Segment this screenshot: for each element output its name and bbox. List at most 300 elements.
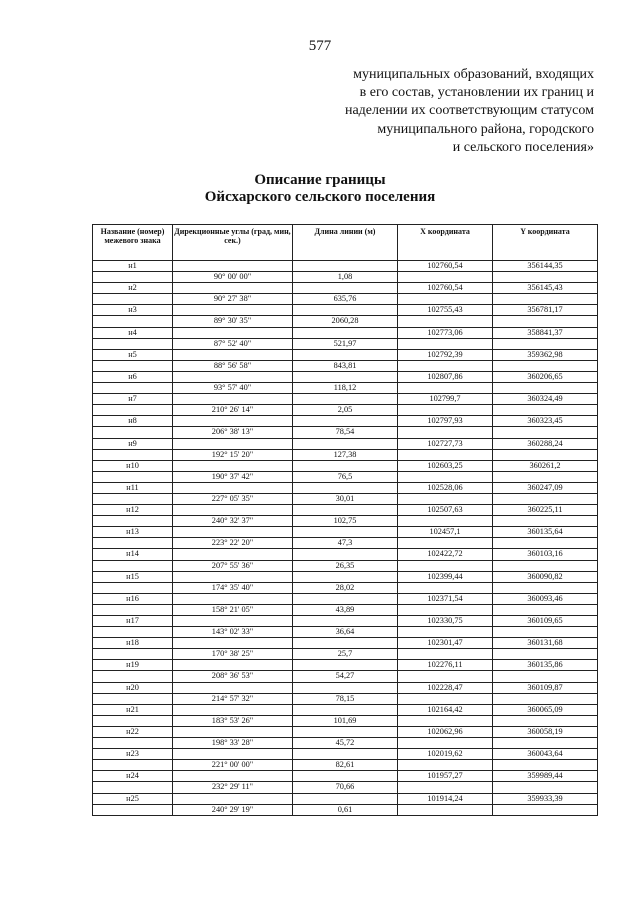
point-name-cell: н2 [93, 283, 173, 294]
table-row [93, 704, 598, 715]
empty-cell [93, 383, 173, 394]
empty-cell [293, 416, 398, 427]
table-row [93, 493, 598, 504]
y-coordinate-cell: 360090,82 [493, 571, 598, 582]
empty-cell [293, 371, 398, 382]
table-row [93, 582, 598, 593]
table-row [93, 371, 598, 382]
empty-cell [398, 560, 493, 571]
line-length-cell: 0,61 [293, 804, 398, 815]
y-coordinate-cell: 359362,98 [493, 349, 598, 360]
line-length-cell: 70,66 [293, 782, 398, 793]
table-row [93, 593, 598, 604]
empty-cell [493, 715, 598, 726]
empty-cell [93, 715, 173, 726]
empty-cell [293, 460, 398, 471]
table-row [93, 715, 598, 726]
line-length-cell: 1,08 [293, 272, 398, 283]
y-coordinate-cell: 360093,46 [493, 593, 598, 604]
line-length-cell: 2,05 [293, 405, 398, 416]
empty-cell [493, 338, 598, 349]
x-coordinate-cell: 102799,7 [398, 394, 493, 405]
empty-cell [293, 283, 398, 294]
table-row [93, 738, 598, 749]
direction-angle-cell: 170° 38' 25" [173, 649, 293, 660]
direction-angle-cell: 206° 38' 13" [173, 427, 293, 438]
empty-cell [493, 804, 598, 815]
document-title [0, 172, 640, 206]
direction-angle-cell: 227° 05' 35" [173, 493, 293, 504]
y-coordinate-cell: 360131,68 [493, 638, 598, 649]
y-coordinate-cell: 360324,49 [493, 394, 598, 405]
table-row [93, 749, 598, 760]
x-coordinate-cell: 102755,43 [398, 305, 493, 316]
table-row [93, 549, 598, 560]
table-row [93, 726, 598, 737]
table-row [93, 394, 598, 405]
empty-cell [493, 782, 598, 793]
x-coordinate-cell: 102457,1 [398, 527, 493, 538]
empty-cell [398, 516, 493, 527]
table-row [93, 305, 598, 316]
empty-cell [493, 693, 598, 704]
empty-cell [93, 294, 173, 305]
empty-cell [293, 616, 398, 627]
line-length-cell: 36,64 [293, 627, 398, 638]
y-coordinate-cell: 360043,64 [493, 749, 598, 760]
x-coordinate-cell: 102422,72 [398, 549, 493, 560]
y-coordinate-cell: 360288,24 [493, 438, 598, 449]
point-name-cell: н1 [93, 261, 173, 272]
empty-cell [173, 261, 293, 272]
direction-angle-cell: 90° 00' 00" [173, 272, 293, 283]
empty-cell [493, 760, 598, 771]
empty-cell [398, 338, 493, 349]
x-coordinate-cell: 102330,75 [398, 616, 493, 627]
empty-cell [293, 638, 398, 649]
point-name-cell: н6 [93, 371, 173, 382]
title-line: Описание границы [254, 172, 386, 188]
x-coordinate-cell: 102797,93 [398, 416, 493, 427]
y-coordinate-cell: 359933,39 [493, 793, 598, 804]
empty-cell [493, 383, 598, 394]
empty-cell [173, 327, 293, 338]
empty-cell [293, 261, 398, 272]
empty-cell [293, 682, 398, 693]
empty-cell [493, 627, 598, 638]
empty-cell [173, 460, 293, 471]
column-header-length: Длина линии (м) [293, 225, 398, 261]
empty-cell [93, 671, 173, 682]
table-row [93, 682, 598, 693]
empty-cell [173, 704, 293, 715]
direction-angle-cell: 210° 26' 14" [173, 405, 293, 416]
point-name-cell: н17 [93, 616, 173, 627]
empty-cell [398, 738, 493, 749]
empty-cell [493, 738, 598, 749]
table-row [93, 383, 598, 394]
table-row [93, 460, 598, 471]
y-coordinate-cell: 360109,87 [493, 682, 598, 693]
empty-cell [493, 427, 598, 438]
empty-cell [93, 760, 173, 771]
column-header-name: Название (номер) межевого знака [93, 225, 173, 261]
x-coordinate-cell: 101957,27 [398, 771, 493, 782]
y-coordinate-cell: 360323,45 [493, 416, 598, 427]
empty-cell [93, 804, 173, 815]
table-row [93, 638, 598, 649]
column-header-y: Y координата [493, 225, 598, 261]
table-row [93, 294, 598, 305]
empty-cell [398, 782, 493, 793]
table-row [93, 693, 598, 704]
empty-cell [173, 283, 293, 294]
empty-cell [398, 316, 493, 327]
line-length-cell: 45,72 [293, 738, 398, 749]
direction-angle-cell: 89° 30' 35" [173, 316, 293, 327]
empty-cell [293, 660, 398, 671]
empty-cell [493, 538, 598, 549]
line-length-cell: 101,69 [293, 715, 398, 726]
y-coordinate-cell: 360058,19 [493, 726, 598, 737]
y-coordinate-cell: 360103,16 [493, 549, 598, 560]
empty-cell [293, 593, 398, 604]
table-row [93, 272, 598, 283]
empty-cell [293, 549, 398, 560]
empty-cell [293, 571, 398, 582]
y-coordinate-cell: 360225,11 [493, 505, 598, 516]
direction-angle-cell: 88° 56' 58" [173, 360, 293, 371]
table-row [93, 671, 598, 682]
x-coordinate-cell: 102507,63 [398, 505, 493, 516]
direction-angle-cell: 158° 21' 05" [173, 604, 293, 615]
table-row [93, 782, 598, 793]
line-length-cell: 26,35 [293, 560, 398, 571]
direction-angle-cell: 174° 35' 40" [173, 582, 293, 593]
empty-cell [398, 649, 493, 660]
empty-cell [493, 272, 598, 283]
header-line: и сельского поселения» [452, 139, 594, 155]
point-name-cell: н15 [93, 571, 173, 582]
table-row [93, 449, 598, 460]
empty-cell [493, 649, 598, 660]
direction-angle-cell: 183° 53' 26" [173, 715, 293, 726]
table-row [93, 471, 598, 482]
x-coordinate-cell: 102792,39 [398, 349, 493, 360]
point-name-cell: н4 [93, 327, 173, 338]
empty-cell [293, 726, 398, 737]
empty-cell [398, 493, 493, 504]
x-coordinate-cell: 102164,42 [398, 704, 493, 715]
empty-cell [173, 416, 293, 427]
direction-angle-cell: 240° 32' 37" [173, 516, 293, 527]
empty-cell [293, 771, 398, 782]
empty-cell [173, 438, 293, 449]
point-name-cell: н9 [93, 438, 173, 449]
table-row [93, 649, 598, 660]
empty-cell [173, 726, 293, 737]
table-row [93, 360, 598, 371]
line-length-cell: 2060,28 [293, 316, 398, 327]
y-coordinate-cell: 356781,17 [493, 305, 598, 316]
point-name-cell: н25 [93, 793, 173, 804]
empty-cell [493, 604, 598, 615]
table-row [93, 793, 598, 804]
direction-angle-cell: 208° 36' 53" [173, 671, 293, 682]
empty-cell [398, 538, 493, 549]
line-length-cell: 25,7 [293, 649, 398, 660]
table-row [93, 482, 598, 493]
table-row [93, 516, 598, 527]
y-coordinate-cell: 360109,65 [493, 616, 598, 627]
line-length-cell: 30,01 [293, 493, 398, 504]
point-name-cell: н8 [93, 416, 173, 427]
line-length-cell: 78,54 [293, 427, 398, 438]
empty-cell [293, 482, 398, 493]
empty-cell [293, 327, 398, 338]
point-name-cell: н20 [93, 682, 173, 693]
empty-cell [398, 760, 493, 771]
empty-cell [173, 682, 293, 693]
direction-angle-cell: 90° 27' 38" [173, 294, 293, 305]
empty-cell [398, 627, 493, 638]
line-length-cell: 118,12 [293, 383, 398, 394]
point-name-cell: н19 [93, 660, 173, 671]
empty-cell [173, 749, 293, 760]
point-name-cell: н12 [93, 505, 173, 516]
y-coordinate-cell: 359989,44 [493, 771, 598, 782]
header-line: муниципальных образований, входящих [353, 67, 594, 82]
empty-cell [93, 493, 173, 504]
table-row [93, 560, 598, 571]
empty-cell [173, 305, 293, 316]
x-coordinate-cell: 101914,24 [398, 793, 493, 804]
y-coordinate-cell: 360247,09 [493, 482, 598, 493]
table-row [93, 760, 598, 771]
column-header-angle: Дирекционные углы (град, мин, сек.) [173, 225, 293, 261]
empty-cell [493, 405, 598, 416]
empty-cell [173, 482, 293, 493]
point-name-cell: н23 [93, 749, 173, 760]
empty-cell [398, 294, 493, 305]
empty-cell [173, 549, 293, 560]
empty-cell [173, 616, 293, 627]
empty-cell [93, 627, 173, 638]
table-row [93, 405, 598, 416]
table-row [93, 316, 598, 327]
point-name-cell: н18 [93, 638, 173, 649]
point-name-cell: н21 [93, 704, 173, 715]
table-row [93, 427, 598, 438]
x-coordinate-cell: 102276,11 [398, 660, 493, 671]
table-row [93, 283, 598, 294]
empty-cell [398, 693, 493, 704]
empty-cell [293, 527, 398, 538]
x-coordinate-cell: 102760,54 [398, 261, 493, 272]
direction-angle-cell: 232° 29' 11" [173, 782, 293, 793]
point-name-cell: н22 [93, 726, 173, 737]
empty-cell [93, 604, 173, 615]
column-header-x: X координата [398, 225, 493, 261]
empty-cell [493, 516, 598, 527]
x-coordinate-cell: 102528,06 [398, 482, 493, 493]
empty-cell [93, 782, 173, 793]
x-coordinate-cell: 102062,96 [398, 726, 493, 737]
empty-cell [93, 360, 173, 371]
table-row [93, 338, 598, 349]
empty-cell [493, 493, 598, 504]
point-name-cell: н3 [93, 305, 173, 316]
y-coordinate-cell: 360135,86 [493, 660, 598, 671]
line-length-cell: 43,89 [293, 604, 398, 615]
empty-cell [398, 449, 493, 460]
table-row [93, 527, 598, 538]
empty-cell [293, 349, 398, 360]
empty-cell [398, 405, 493, 416]
direction-angle-cell: 190° 37' 42" [173, 471, 293, 482]
direction-angle-cell: 143° 02' 33" [173, 627, 293, 638]
empty-cell [93, 649, 173, 660]
empty-cell [493, 360, 598, 371]
empty-cell [398, 360, 493, 371]
point-name-cell: н16 [93, 593, 173, 604]
empty-cell [398, 582, 493, 593]
line-length-cell: 521,97 [293, 338, 398, 349]
table-row [93, 627, 598, 638]
title-line: Ойсхарского сельского поселения [204, 189, 436, 205]
line-length-cell: 127,38 [293, 449, 398, 460]
header-line: муниципального района, городского [377, 121, 594, 137]
line-length-cell: 54,27 [293, 671, 398, 682]
line-length-cell: 843,81 [293, 360, 398, 371]
empty-cell [93, 471, 173, 482]
boundary-table [92, 224, 598, 816]
empty-cell [493, 671, 598, 682]
line-length-cell: 28,02 [293, 582, 398, 593]
page-number: 577 [308, 38, 332, 54]
x-coordinate-cell: 102807,86 [398, 371, 493, 382]
empty-cell [173, 793, 293, 804]
y-coordinate-cell: 360065,09 [493, 704, 598, 715]
empty-cell [93, 582, 173, 593]
y-coordinate-cell: 356144,35 [493, 261, 598, 272]
table-row [93, 616, 598, 627]
empty-cell [398, 604, 493, 615]
table-row [93, 327, 598, 338]
empty-cell [293, 749, 398, 760]
line-length-cell: 78,15 [293, 693, 398, 704]
empty-cell [173, 349, 293, 360]
empty-cell [173, 771, 293, 782]
empty-cell [93, 272, 173, 283]
table-row [93, 571, 598, 582]
empty-cell [173, 571, 293, 582]
direction-angle-cell: 198° 33' 28" [173, 738, 293, 749]
line-length-cell: 102,75 [293, 516, 398, 527]
line-length-cell: 82,61 [293, 760, 398, 771]
empty-cell [398, 715, 493, 726]
y-coordinate-cell: 360261,2 [493, 460, 598, 471]
empty-cell [493, 560, 598, 571]
empty-cell [93, 427, 173, 438]
y-coordinate-cell: 360206,65 [493, 371, 598, 382]
empty-cell [493, 582, 598, 593]
empty-cell [93, 316, 173, 327]
direction-angle-cell: 87° 52' 40" [173, 338, 293, 349]
x-coordinate-cell: 102727,73 [398, 438, 493, 449]
direction-angle-cell: 192° 15' 20" [173, 449, 293, 460]
x-coordinate-cell: 102371,54 [398, 593, 493, 604]
point-name-cell: н7 [93, 394, 173, 405]
y-coordinate-cell: 360135,64 [493, 527, 598, 538]
empty-cell [493, 471, 598, 482]
empty-cell [93, 693, 173, 704]
empty-cell [293, 704, 398, 715]
empty-cell [93, 449, 173, 460]
x-coordinate-cell: 102773,06 [398, 327, 493, 338]
empty-cell [293, 394, 398, 405]
empty-cell [173, 593, 293, 604]
table-row [93, 538, 598, 549]
empty-cell [398, 671, 493, 682]
empty-cell [93, 738, 173, 749]
empty-cell [173, 394, 293, 405]
empty-cell [293, 793, 398, 804]
table-row [93, 604, 598, 615]
empty-cell [398, 471, 493, 482]
direction-angle-cell: 240° 29' 19" [173, 804, 293, 815]
x-coordinate-cell: 102228,47 [398, 682, 493, 693]
empty-cell [293, 505, 398, 516]
table-row [93, 505, 598, 516]
empty-cell [93, 338, 173, 349]
line-length-cell: 47,3 [293, 538, 398, 549]
table-header-row [93, 225, 598, 261]
empty-cell [173, 660, 293, 671]
point-name-cell: н11 [93, 482, 173, 493]
direction-angle-cell: 221° 00' 00" [173, 760, 293, 771]
empty-cell [173, 371, 293, 382]
empty-cell [93, 538, 173, 549]
point-name-cell: н5 [93, 349, 173, 360]
empty-cell [293, 438, 398, 449]
table-row [93, 804, 598, 815]
table-row [93, 416, 598, 427]
empty-cell [493, 294, 598, 305]
x-coordinate-cell: 102399,44 [398, 571, 493, 582]
header-line: наделении их соответствующим статусом [344, 103, 594, 119]
empty-cell [293, 305, 398, 316]
direction-angle-cell: 207° 55' 36" [173, 560, 293, 571]
table-row [93, 261, 598, 272]
empty-cell [173, 638, 293, 649]
point-name-cell: н10 [93, 460, 173, 471]
direction-angle-cell: 93° 57' 40" [173, 383, 293, 394]
header-line: в его состав, установлении их границ и [359, 85, 594, 101]
table-row [93, 349, 598, 360]
x-coordinate-cell: 102603,25 [398, 460, 493, 471]
empty-cell [173, 527, 293, 538]
point-name-cell: н14 [93, 549, 173, 560]
table-row [93, 438, 598, 449]
x-coordinate-cell: 102301,47 [398, 638, 493, 649]
direction-angle-cell: 223° 22' 20" [173, 538, 293, 549]
empty-cell [93, 516, 173, 527]
x-coordinate-cell: 102760,54 [398, 283, 493, 294]
line-length-cell: 635,76 [293, 294, 398, 305]
empty-cell [493, 449, 598, 460]
point-name-cell: н24 [93, 771, 173, 782]
